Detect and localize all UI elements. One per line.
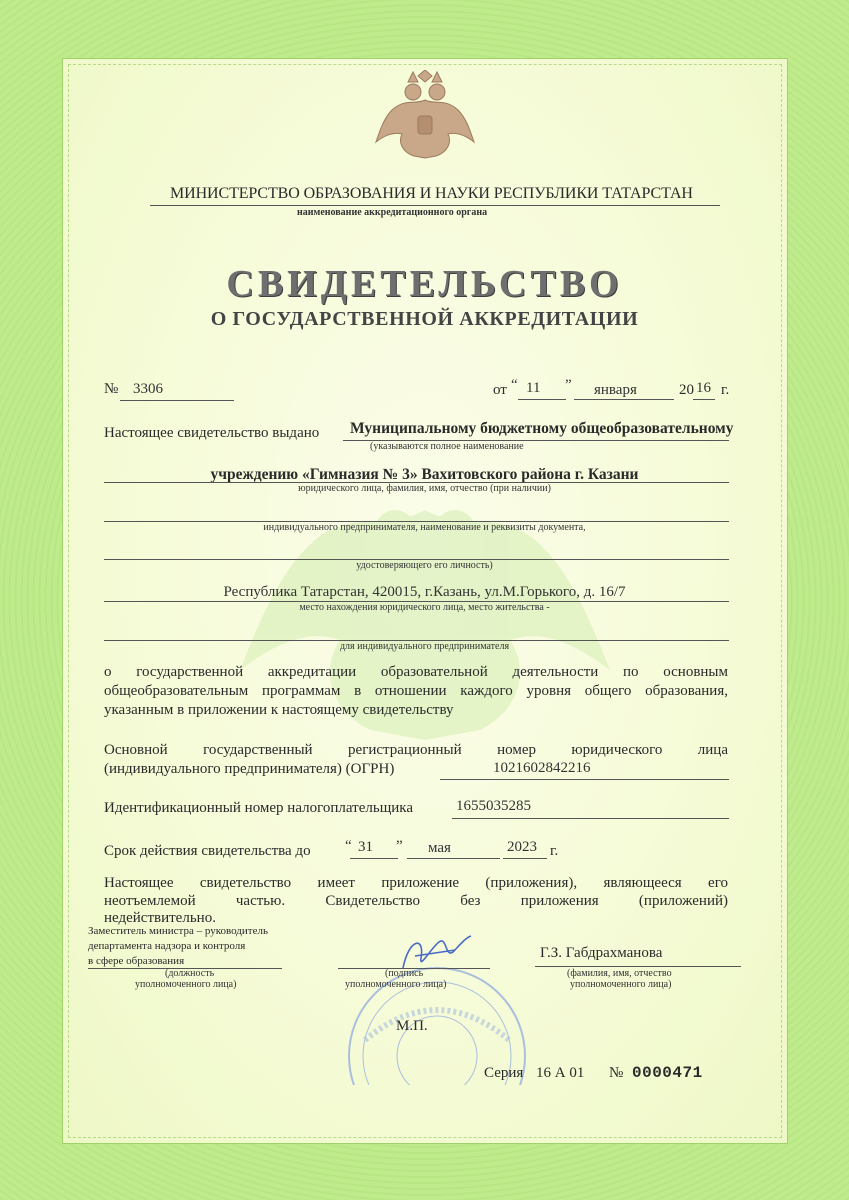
signature-caption1: (подпись <box>385 968 424 979</box>
date-year-underline <box>693 399 715 400</box>
validity-day-underline <box>350 858 398 859</box>
stamp-place-label: М.П. <box>396 1018 428 1034</box>
name-caption1: (фамилия, имя, отчество <box>567 968 672 979</box>
issued-name-line1: Муниципальному бюджетному общеобразовательному <box>350 420 734 437</box>
date-day-underline <box>518 399 566 400</box>
purpose-line2: общеобразовательным программам в отношении каждого уровня общего образования, <box>104 683 728 699</box>
date-month-underline <box>574 399 674 400</box>
coat-of-arms-icon <box>370 70 480 160</box>
ogrn-line2: (индивидуального предпринимателя) (ОГРН) <box>104 761 395 777</box>
date-month: января <box>594 382 637 398</box>
inn-underline <box>452 818 729 819</box>
authority-caption: наименование аккредитационного органа <box>297 207 488 218</box>
date-prefix: от <box>493 382 507 398</box>
name-caption2: уполномоченного лица) <box>570 979 672 990</box>
validity-month: мая <box>428 840 451 856</box>
validity-year: 2023 <box>507 839 537 855</box>
inn-label: Идентификационный номер налогоплательщика <box>104 800 414 816</box>
number-label: № <box>104 381 119 397</box>
date-year-suffix: 16 <box>696 380 711 396</box>
authority-name: МИНИСТЕРСТВО ОБРАЗОВАНИЯ И НАУКИ РЕСПУБЛИКИ ТАТАРСТАН <box>170 185 693 202</box>
address-value: Республика Татарстан, 420015, г.Казань, ул.М.Горького, д. 16/7 <box>223 584 626 600</box>
issued-caption3: индивидуального предпринимателя, наименование и реквизиты документа, <box>263 522 586 533</box>
validity-close-quote: ” <box>396 838 403 854</box>
address-caption2: для индивидуального предпринимателя <box>339 641 510 652</box>
validity-open-quote: “ <box>345 838 352 854</box>
date-year-prefix: 20 <box>679 382 694 398</box>
ogrn-value: 1021602842216 <box>493 760 591 776</box>
date-day: 11 <box>526 380 541 396</box>
series-label: Серия <box>484 1065 524 1081</box>
issued-caption4: удостоверяющего его личность) <box>356 560 493 571</box>
date-year-unit: г. <box>721 382 730 398</box>
number-underline <box>120 400 234 401</box>
signature-caption2: уполномоченного лица) <box>345 979 447 990</box>
serial-number: 0000471 <box>632 1064 703 1082</box>
issued-caption1: (указываются полное наименование <box>370 441 524 452</box>
name-underline <box>535 966 741 967</box>
date-open-quote: “ <box>511 377 518 393</box>
date-close-quote: ” <box>565 377 572 393</box>
validity-label: Срок действия свидетельства до <box>104 843 311 859</box>
inn-value: 1655035285 <box>456 798 531 814</box>
authority-underline <box>150 205 720 206</box>
ogrn-underline <box>440 779 729 780</box>
signatory-name: Г.З. Габдрахманова <box>540 945 663 961</box>
document-subtitle: О ГОСУДАРСТВЕННОЙ АККРЕДИТАЦИИ <box>210 308 639 330</box>
purpose-line3: указанным в приложении к настоящему свидетельству <box>104 702 454 718</box>
document-title: СВИДЕТЕЛЬСТВО <box>226 263 623 305</box>
position-caption2: уполномоченного лица) <box>135 979 237 990</box>
appendix-line1: Настоящее свидетельство имеет приложение (приложения), являющееся его <box>104 875 728 891</box>
signatory-position-line3: в сфере образования <box>88 955 185 967</box>
address-caption1: место нахождения юридического лица, место жительства - <box>299 602 550 613</box>
serial-number-label: № <box>609 1065 624 1081</box>
purpose-line1: о государственной аккредитации образовательной деятельности по основным <box>104 664 728 680</box>
issued-label: Настоящее свидетельство выдано <box>104 425 320 441</box>
appendix-line3: недействительно. <box>104 910 216 926</box>
validity-day: 31 <box>358 839 373 855</box>
issued-caption2: юридического лица, фамилия, имя, отчество (при наличии) <box>298 483 551 494</box>
appendix-line2: неотъемлемой частью. Свидетельство без приложения (приложений) <box>104 893 728 909</box>
validity-year-underline <box>503 858 547 859</box>
validity-month-underline <box>407 858 500 859</box>
position-caption1: (должность <box>165 968 215 979</box>
signatory-position-line2: департамента надзора и контроля <box>88 940 246 952</box>
validity-year-unit: г. <box>550 843 559 859</box>
issued-name-line2: учреждению «Гимназия № 3» Вахитовского района г. Казани <box>210 466 639 483</box>
ogrn-line1: Основной государственный регистрационный номер юридического лица <box>104 742 728 758</box>
series-value: 16 А 01 <box>536 1065 585 1081</box>
number-value: 3306 <box>133 381 163 397</box>
signatory-position-line1: Заместитель министра – руководитель <box>88 925 268 937</box>
